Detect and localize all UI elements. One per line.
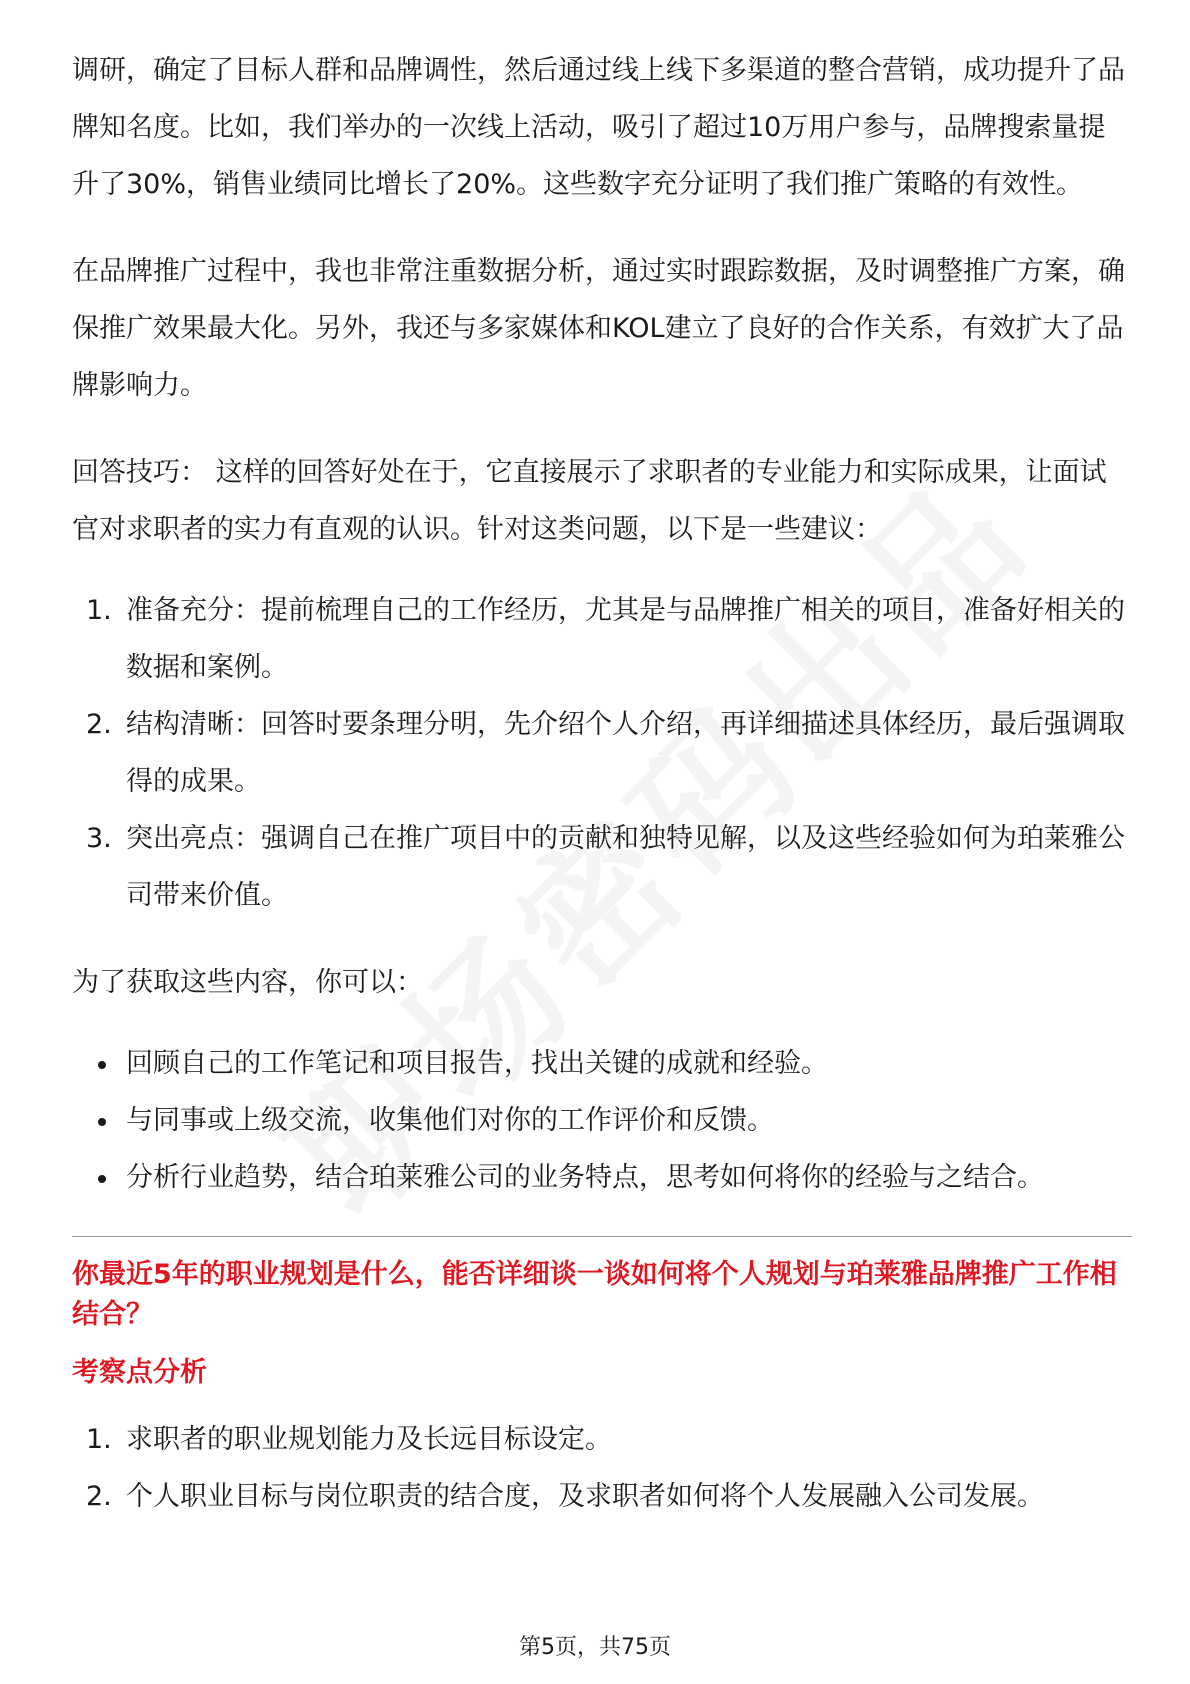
list-item-text: 个人职业目标与岗位职责的结合度，及求职者如何将个人发展融入公司发展。 [126, 1481, 1044, 1512]
list-item-text: 准备充分：提前梳理自己的工作经历，尤其是与品牌推广相关的项目，准备好相关的数据和案例。 [126, 595, 1125, 683]
list-number: 1. [86, 1424, 112, 1455]
list-item [72, 696, 1132, 810]
list-item [72, 810, 1132, 924]
bullet-icon [98, 1175, 106, 1183]
list-item-text: 与同事或上级交流，收集他们对你的工作评价和反馈。 [126, 1105, 774, 1136]
list-item-text: 回顾自己的工作笔记和项目报告，找出关键的成就和经验。 [126, 1048, 828, 1079]
list-number: 1. [86, 595, 112, 626]
question-subtitle: 考察点分析 [72, 1357, 207, 1388]
list-item-text: 突出亮点：强调自己在推广项目中的贡献和独特见解，以及这些经验如何为珀莱雅公司带来价值。 [126, 823, 1125, 911]
paragraph-howto-intro: 为了获取这些内容，你可以： [72, 967, 423, 998]
page-footer: 第5页，共75页 [519, 1635, 671, 1660]
list-item-text: 求职者的职业规划能力及长远目标设定。 [126, 1424, 612, 1455]
paragraph-answer-example: 调研，确定了目标人群和品牌调性，然后通过线上线下多渠道的整合营销，成功提升了品牌知名度。比如，我们举办的一次线上活动，吸引了超过10万用户参与，品牌搜索量提升了30%，销售业绩同比增长了20%。这些数字充分证明了我们推广策略的有效性。 [72, 55, 1125, 200]
section-divider [72, 1236, 1132, 1237]
tips-list [72, 582, 1132, 924]
howto-list [72, 1035, 1132, 1206]
list-item-text: 分析行业趋势，结合珀莱雅公司的业务特点，思考如何将你的经验与之结合。 [126, 1162, 1044, 1193]
list-item-text: 结构清晰：回答时要条理分明，先介绍个人介绍，再详细描述具体经历，最后强调取得的成果。 [126, 709, 1125, 797]
list-item [72, 582, 1132, 696]
list-item [72, 1035, 1132, 1092]
list-item [72, 1411, 1132, 1468]
analysis-points-list [72, 1411, 1132, 1525]
list-number: 2. [86, 709, 112, 740]
bullet-icon [98, 1061, 106, 1069]
list-item [72, 1149, 1132, 1206]
paragraph-data-analysis: 在品牌推广过程中，我也非常注重数据分析，通过实时跟踪数据，及时调整推广方案，确保推广效果最大化。另外，我还与多家媒体和KOL建立了良好的合作关系，有效扩大了品牌影响力。 [72, 256, 1125, 401]
bullet-icon [98, 1118, 106, 1126]
list-number: 3. [86, 823, 112, 854]
paragraph-answer-tips: 回答技巧： 这样的回答好处在于，它直接展示了求职者的专业能力和实际成果，让面试官对求职者的实力有直观的认识。针对这类问题，以下是一些建议： [72, 457, 1107, 545]
list-item [72, 1092, 1132, 1149]
list-number: 2. [86, 1481, 112, 1512]
page-content [72, 42, 1132, 1525]
question-title: 你最近5年的职业规划是什么，能否详细谈一谈如何将个人规划与珀莱雅品牌推广工作相结合？ [72, 1259, 1117, 1330]
list-item [72, 1468, 1132, 1525]
